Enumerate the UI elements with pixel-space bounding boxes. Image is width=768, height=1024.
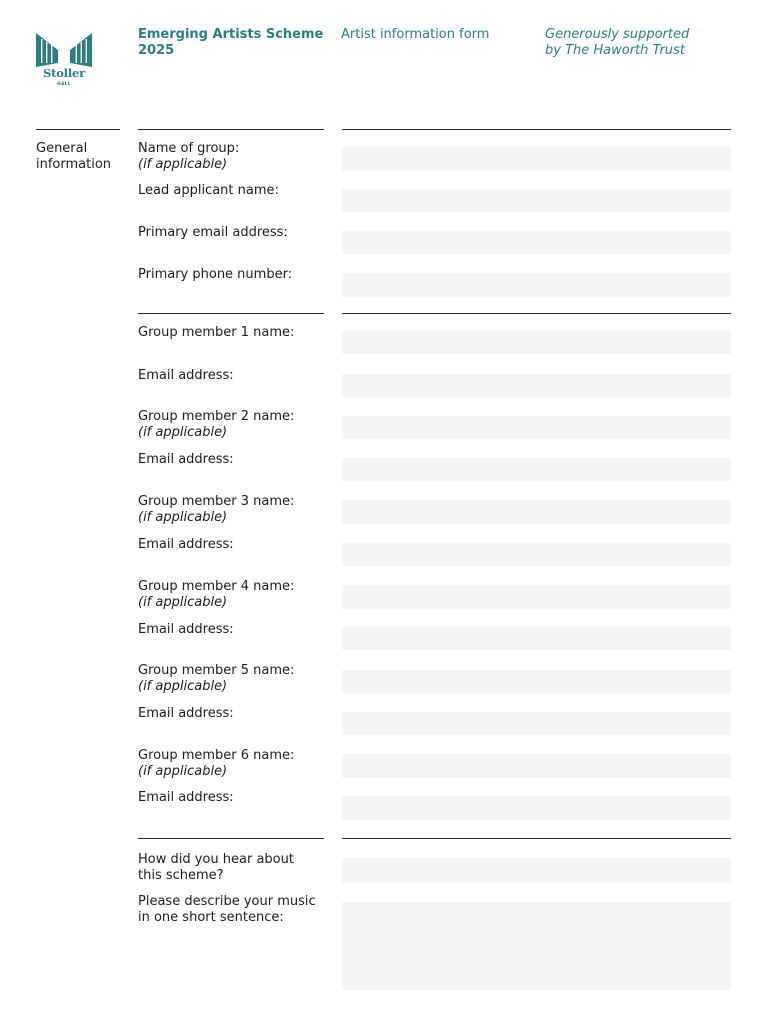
heard-about-label-text: How did you hear about this scheme? bbox=[138, 852, 294, 883]
member4-name-note: (if applicable) bbox=[138, 595, 228, 610]
heard-about-label bbox=[138, 852, 323, 884]
member6-name-label-text: Group member 6 name: bbox=[138, 748, 295, 763]
music-description-label bbox=[138, 894, 323, 926]
member3-email-input[interactable] bbox=[342, 543, 731, 566]
label-divider bbox=[138, 313, 324, 314]
member5-email-label bbox=[138, 706, 323, 722]
member4-name-label bbox=[138, 579, 323, 611]
member1-email-input[interactable] bbox=[342, 374, 731, 397]
member2-email-input[interactable] bbox=[342, 458, 731, 481]
member2-name-label bbox=[138, 409, 323, 441]
member2-email-label bbox=[138, 452, 323, 468]
label-divider bbox=[138, 838, 324, 839]
member4-email-label bbox=[138, 622, 323, 638]
group-name-note: (if applicable) bbox=[138, 157, 228, 172]
field-divider bbox=[342, 313, 731, 314]
logo-subtext: HALL bbox=[57, 81, 71, 86]
member1-email-label bbox=[138, 368, 323, 384]
member1-name-label-text: Group member 1 name: bbox=[138, 325, 295, 340]
label-divider bbox=[138, 129, 324, 130]
member6-name-input[interactable] bbox=[342, 754, 731, 778]
member2-email-label-text: Email address: bbox=[138, 452, 234, 467]
member5-name-input[interactable] bbox=[342, 670, 731, 693]
logo-mark-icon bbox=[36, 33, 92, 67]
member5-email-label-text: Email address: bbox=[138, 706, 234, 721]
stoller-hall-logo bbox=[36, 33, 92, 89]
member1-name-input[interactable] bbox=[342, 331, 731, 354]
member3-name-input[interactable] bbox=[342, 500, 731, 524]
member6-email-label-text: Email address: bbox=[138, 790, 234, 805]
member2-name-input[interactable] bbox=[342, 416, 731, 439]
field-divider bbox=[342, 838, 731, 839]
music-description-label-text: Please describe your music in one short sentence: bbox=[138, 894, 316, 925]
section-label-general-information: General information bbox=[36, 141, 112, 172]
group-name-label-text: Name of group: bbox=[138, 141, 240, 156]
primary-phone-input[interactable] bbox=[342, 273, 731, 297]
member5-name-label-text: Group member 5 name: bbox=[138, 663, 295, 678]
primary-phone-label bbox=[138, 267, 323, 283]
lead-applicant-input[interactable] bbox=[342, 189, 731, 212]
member3-name-note: (if applicable) bbox=[138, 510, 228, 525]
member4-name-input[interactable] bbox=[342, 585, 731, 609]
member3-email-label-text: Email address: bbox=[138, 537, 234, 552]
member2-name-label-text: Group member 2 name: bbox=[138, 409, 295, 424]
logo-wordmark: Stoller bbox=[42, 66, 85, 80]
primary-phone-label-text: Primary phone number: bbox=[138, 267, 293, 282]
heard-about-input[interactable] bbox=[342, 858, 731, 883]
member3-name-label-text: Group member 3 name: bbox=[138, 494, 295, 509]
group-name-label bbox=[138, 141, 323, 173]
group-name-input[interactable] bbox=[342, 147, 731, 171]
member4-name-label-text: Group member 4 name: bbox=[138, 579, 295, 594]
member2-name-note: (if applicable) bbox=[138, 425, 228, 440]
member3-email-label bbox=[138, 537, 323, 553]
music-description-textarea[interactable] bbox=[342, 902, 731, 990]
primary-email-label bbox=[138, 225, 323, 241]
member4-email-label-text: Email address: bbox=[138, 622, 234, 637]
member5-name-label bbox=[138, 663, 323, 695]
member6-email-input[interactable] bbox=[342, 796, 731, 820]
member4-email-input[interactable] bbox=[342, 627, 731, 650]
lead-applicant-label bbox=[138, 183, 323, 199]
member6-email-label bbox=[138, 790, 323, 806]
member5-email-input[interactable] bbox=[342, 712, 731, 735]
lead-applicant-label-text: Lead applicant name: bbox=[138, 183, 279, 198]
member6-name-note: (if applicable) bbox=[138, 764, 228, 779]
form-title: Artist information form bbox=[341, 27, 490, 42]
primary-email-input[interactable] bbox=[342, 231, 731, 254]
member1-email-label-text: Email address: bbox=[138, 368, 234, 383]
support-credit: Generously supported by The Haworth Trust bbox=[545, 27, 690, 58]
member6-name-label bbox=[138, 748, 323, 780]
primary-email-label-text: Primary email address: bbox=[138, 225, 288, 240]
scheme-title: Emerging Artists Scheme 2025 bbox=[138, 27, 324, 58]
member5-name-note: (if applicable) bbox=[138, 679, 228, 694]
member1-name-label bbox=[138, 325, 323, 341]
field-divider bbox=[342, 129, 731, 130]
section-divider bbox=[36, 129, 120, 130]
member3-name-label bbox=[138, 494, 323, 526]
